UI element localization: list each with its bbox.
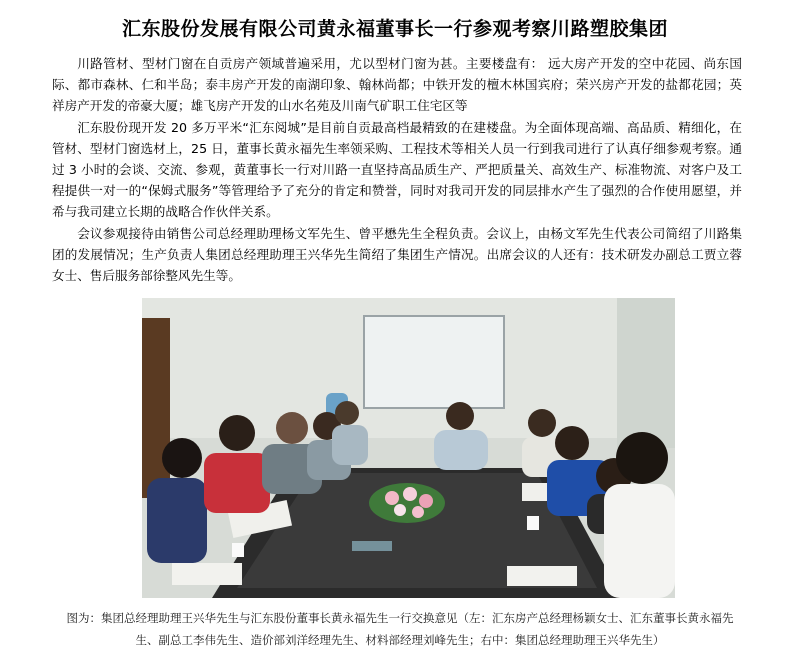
meeting-photo bbox=[142, 298, 675, 598]
photo-caption: 图为：集团总经理助理王兴华先生与汇东股份董事长黄永福先生一行交换意见（左：汇东房产总经理杨颖女士、汇东董事长黄永福先生、副总工李伟先生、造价部刘洋经理先生、材料部经理刘峰先生；右中：集团总经理助理王兴华先生） bbox=[66, 611, 734, 647]
paragraph: 会议参观接待由销售公司总经理助理杨文军先生、曾平懋先生全程负责。会议上，由杨文军先生代表公司简绍了川路集团的发展情况；生产负责人集团总经理助理王兴华先生简绍了集团生产情况。出席会议的人还有：技术研发办副总工贾立蓉女士、售后服务部徐整风先生等。 bbox=[52, 225, 742, 284]
paragraph: 汇东股份现开发 20 多万平米“汇东阅城”是目前自贡最高档最精致的在建楼盘。为全面体现高端、高品质、精细化，在管材、型材门窗选材上，25 日，董事长黄永福先生率领采购、工程技术等相关人员一行到我司进行了认真仔细参观考察。通过 3 小时的会谈、交流、参观，黄董事长一行对川路一直坚持高品质生产、严把质量关、高效生产、标准物流、对客户及工程提供一对一的“保姆式服务”等管理给予了充分的肯定和赞誉，同时对我司开发的同层排水产生了强烈的合作使用愿望，并希与我司建立长期的战略合作伙伴关系。 bbox=[52, 119, 742, 220]
article-title: 汇东股份发展有限公司黄永福董事长一行参观考察川路塑胶集团 bbox=[121, 18, 668, 40]
article-body bbox=[52, 53, 742, 286]
paragraph: 川路管材、型材门窗在自贡房产领域普遍采用，尤以型材门窗为甚。主要楼盘有： 远大房产开发的空中花园、尚东国际、都市森林、仁和半岛；泰丰房产开发的南湖印象、翰林尚都；中铁开发的檀木林国宾府；荣兴房产开发的盐都花园；英祥房产开发的帝豪大厦；雄飞房产开发的山水名苑及川南气矿职工住宅区等 bbox=[52, 56, 742, 114]
